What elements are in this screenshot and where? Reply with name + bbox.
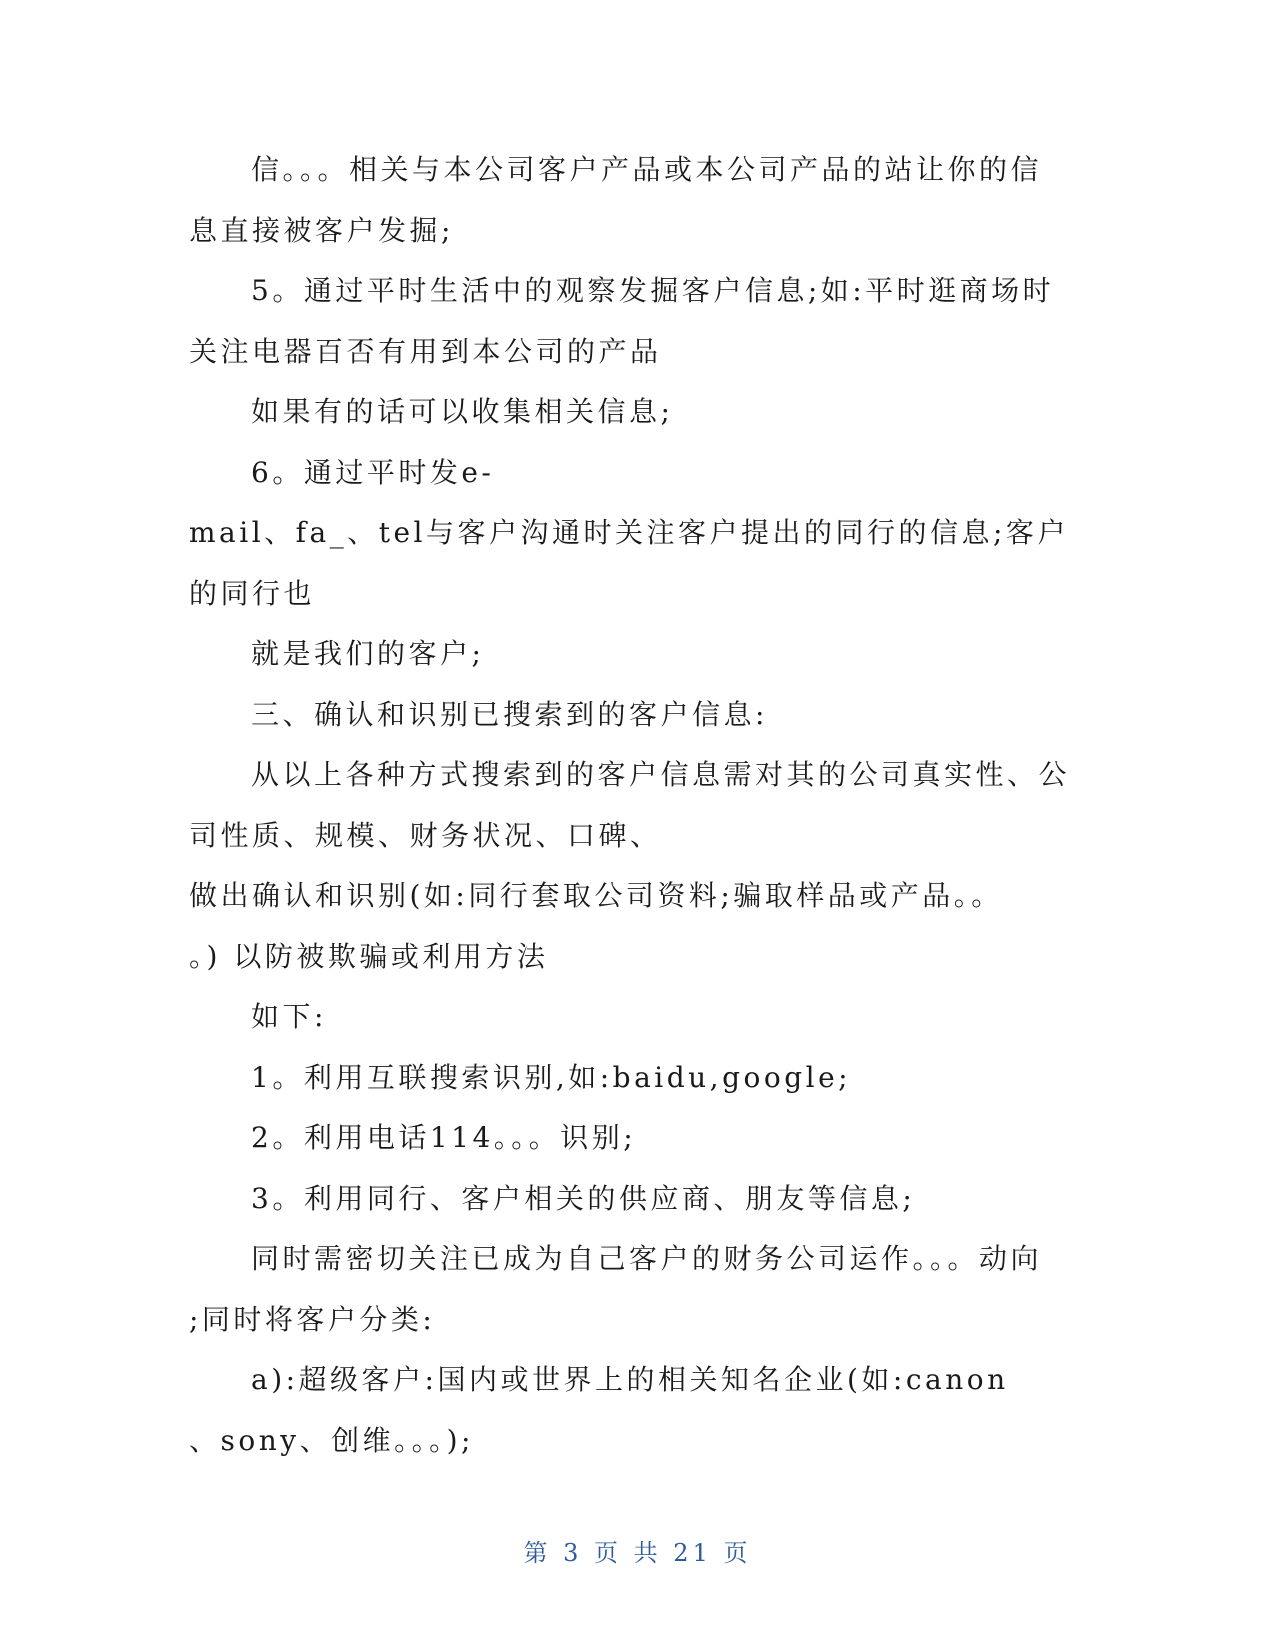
document-body xyxy=(189,140,1089,1471)
text-line: 如下: xyxy=(251,1000,327,1033)
text-line: 、sony、创维。。。); xyxy=(189,1423,474,1457)
list-item: 1。利用互联搜索识别,如:baidu,google; xyxy=(251,1060,852,1094)
text-line: 的同行也 xyxy=(189,576,316,610)
text-line: 司性质、规模、财务状况、口碑、 xyxy=(189,818,662,852)
text-line: 同时需密切关注已成为自己客户的财务公司运作。。。动向 xyxy=(251,1242,1043,1275)
text-line: 5。通过平时生活中的观察发掘客户信息;如:平时逛商场时 xyxy=(251,274,1055,307)
text-line: mail、fa_、tel与客户沟通时关注客户提出的同行的信息;客户 xyxy=(189,516,1069,549)
list-item: 2。利用电话114。。。识别; xyxy=(251,1121,637,1154)
text-line: 就是我们的客户; xyxy=(251,637,485,670)
list-item: a):超级客户:国内或世界上的相关知名企业(如:canon xyxy=(251,1363,1009,1396)
list-item: 3。利用同行、客户相关的供应商、朋友等信息; xyxy=(251,1181,916,1215)
page-number-footer: 第 3 页 共 21 页 xyxy=(523,1539,752,1567)
text-line: 从以上各种方式搜索到的客户信息需对其的公司真实性、公 xyxy=(251,758,1071,791)
text-line: ;同时将客户分类: xyxy=(189,1302,436,1336)
text-line: 做出确认和识别(如:同行套取公司资料;骗取样品或产品。。 xyxy=(189,879,1003,912)
section-heading: 三、确认和识别已搜索到的客户信息: xyxy=(251,697,768,731)
text-line: 。) 以防被欺骗或利用方法 xyxy=(189,939,549,973)
text-line: 如果有的话可以收集相关信息; xyxy=(251,395,674,428)
text-line: 息直接被客户发掘; xyxy=(189,213,454,247)
text-line: 信。。。相关与本公司客户产品或本公司产品的站让你的信 xyxy=(251,153,1043,186)
text-line: 关注电器百否有用到本公司的产品 xyxy=(189,334,662,368)
text-line: 6。通过平时发e- xyxy=(251,455,495,489)
